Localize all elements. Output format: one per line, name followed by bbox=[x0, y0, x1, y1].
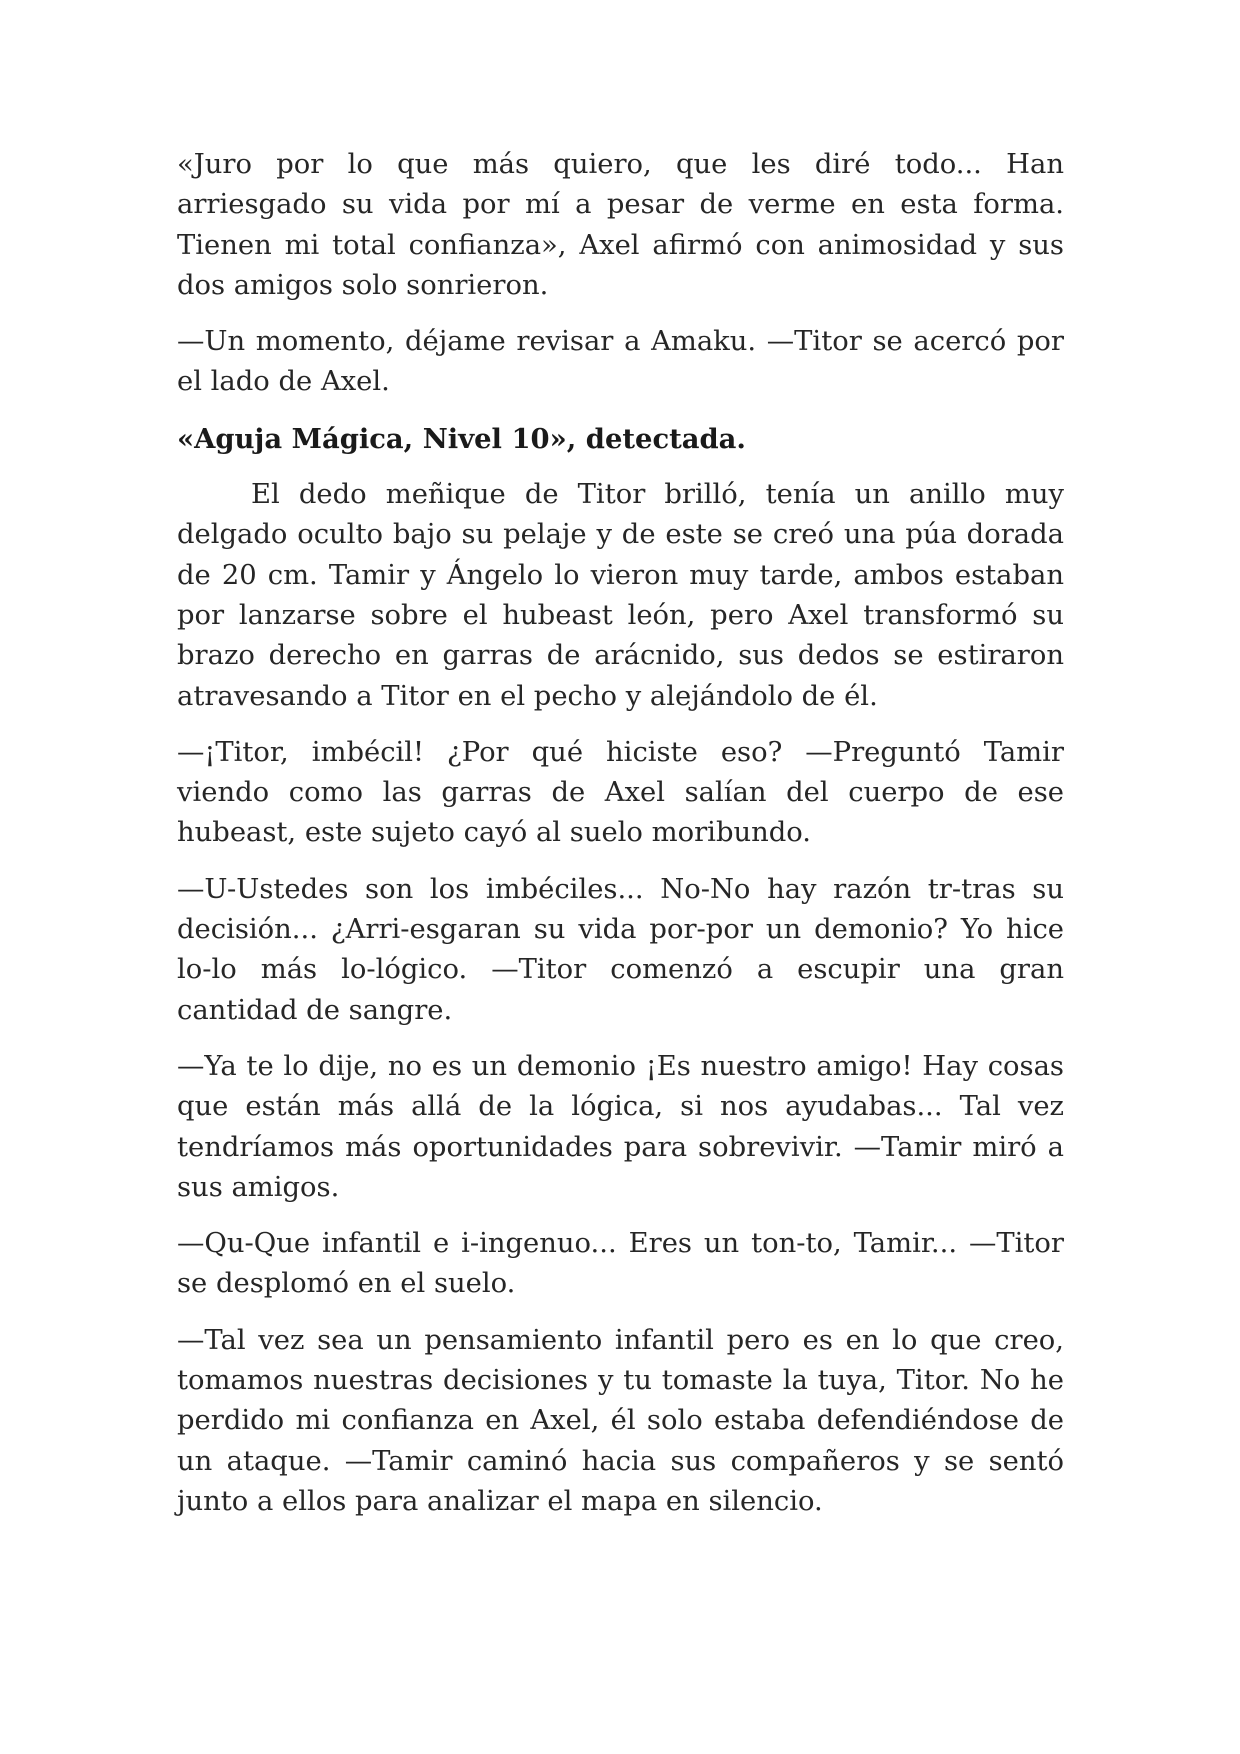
paragraph: —¡Titor, imbécil! ¿Por qué hiciste eso? —Preguntó Tamir viendo como las garras de Axel salían del cuerpo de ese hubeast, este sujeto cayó al suelo moribundo. bbox=[177, 736, 1064, 849]
paragraph: —Tal vez sea un pensamiento infantil pero es en lo que creo, tomamos nuestras decisiones y tu tomaste la tuya, Titor. No he perdido mi confianza en Axel, él solo estaba defendiéndose de un ataque. —Tamir caminó hacia sus compañeros y se sentó junto a ellos para analizar el mapa en silencio. bbox=[177, 1324, 1064, 1517]
paragraph: —U-Ustedes son los imbéciles... No-No hay razón tr-tras su decisión... ¿Arri-esgaran su vida por-por un demonio? Yo hice lo-lo más lo-lógico. —Titor comenzó a escupir una gran cantidad de sangre. bbox=[177, 873, 1064, 1026]
paragraph: —Qu-Que infantil e i-ingenuo... Eres un ton-to, Tamir... —Titor se desplomó en el suelo. bbox=[177, 1228, 1064, 1300]
paragraph: «Juro por lo que más quiero, que les diré todo... Han arriesgado su vida por mí a pesar de verme en esta forma. Tienen mi total confianza», Axel afirmó con animosidad y sus dos amigos solo sonrieron. bbox=[177, 149, 1064, 301]
system-notification: «Aguja Mágica, Nivel 10», detectada. bbox=[177, 422, 746, 455]
page-body bbox=[177, 145, 1064, 1538]
paragraph: El dedo meñique de Titor brilló, tenía un anillo muy delgado oculto bajo su pelaje y de este se creó una púa dorada de 20 cm. Tamir y Ángelo lo vieron muy tarde, ambos estaban por lanzarse sobre el hubeast león, pero Axel transformó su brazo derecho en garras de arácnido, sus dedos se estiraron atravesando a Titor en el pecho y alejándolo de él. bbox=[177, 479, 1064, 712]
paragraph: —Ya te lo dije, no es un demonio ¡Es nuestro amigo! Hay cosas que están más allá de la lógica, si nos ayudabas... Tal vez tendríamos más oportunidades para sobrevivir. —Tamir miró a sus amigos. bbox=[177, 1050, 1064, 1203]
paragraph: —Un momento, déjame revisar a Amaku. —Titor se acercó por el lado de Axel. bbox=[177, 326, 1064, 398]
